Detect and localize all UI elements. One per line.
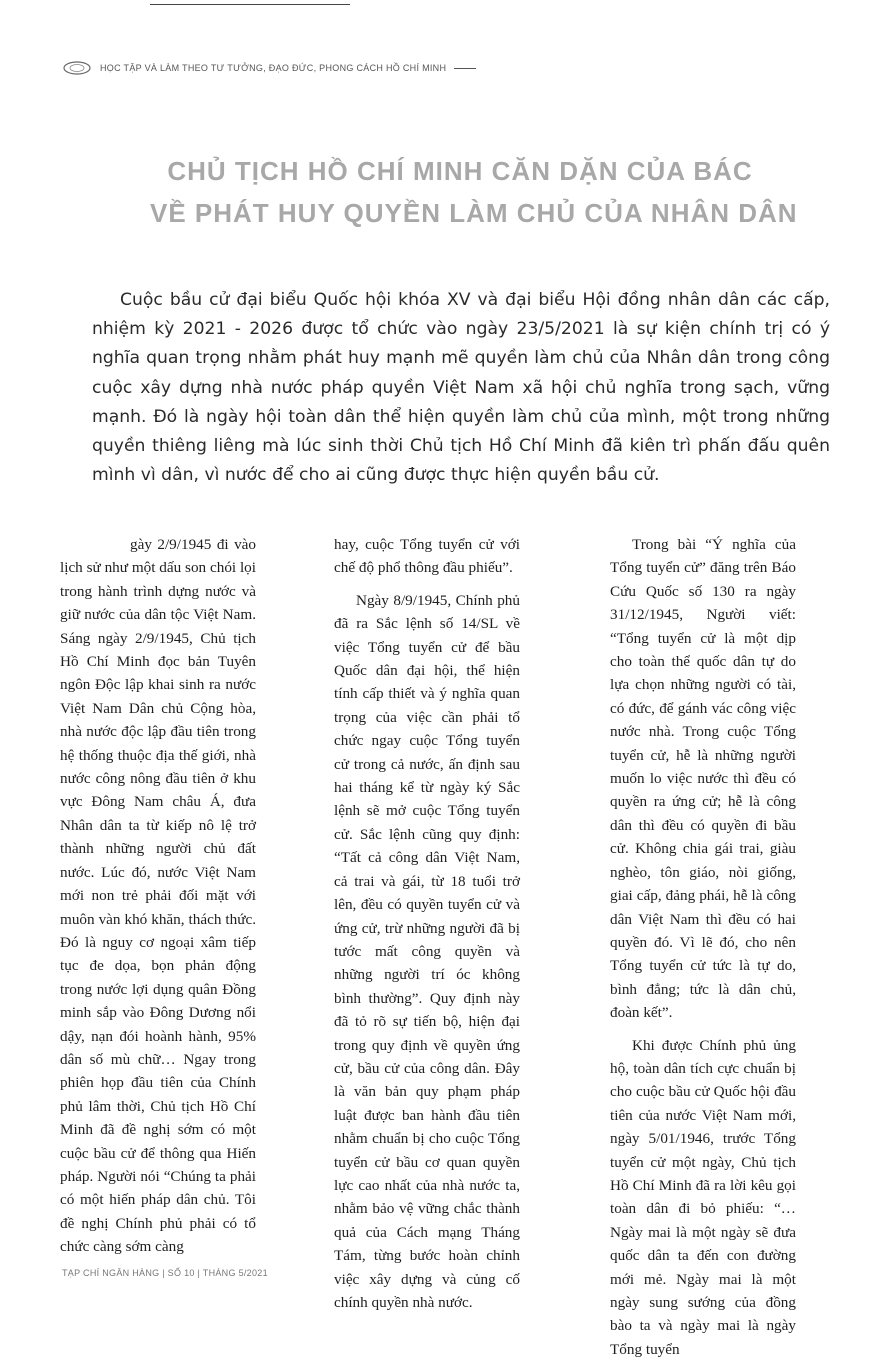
top-rule: [150, 4, 350, 5]
running-head-text: HỌC TẬP VÀ LÀM THEO TƯ TƯỞNG, ĐẠO ĐỨC, PHONG CÁCH HỒ CHÍ MINH: [100, 63, 447, 73]
column-2-paragraph-2: Ngày 8/9/1945, Chính phủ đã ra Sắc lệnh số 14/SL về việc Tổng tuyển cử để bầu Quốc dân đại hội, thể hiện tính cấp thiết và ý nghĩa quan trọng của việc cần phải tổ chức ngay cuộc Tổng tuyển cử trong cả nước, ấn định sau hai tháng kể từ ngày ký Sắc lệnh sẽ mở cuộc Tổng tuyển cử. Sắc lệnh cũng quy định: “Tất cả công dân Việt Nam, cả trai và gái, từ 18 tuổi trở lên, đều có quyền tuyển cử và ứng cử, trừ những người đã bị tước mất công quyền và những người trí óc không bình thường”. Quy định này đã tỏ rõ sự tiến bộ, hiện đại trong quy định về quyền ứng cử, bầu cử của công dân. Đây là văn bản quy phạm pháp luật được ban hành đầu tiên nhằm chuẩn bị cho cuộc Tổng tuyển cử bầu cơ quan quyền lực cao nhất của nhà nước ta, nhằm bảo vệ vững chắc thành quả của Cách mạng Tháng Tám, từng bước hoàn chỉnh việc xây dựng và củng cố chính quyền nhà nước.: [334, 591, 520, 1311]
column-1-paragraph-1: gày 2/9/1945 đi vào lịch sử như một dấu son chói lọi trong hành trình dựng nước và giữ nước của dân tộc Việt Nam. Sáng ngày 2/9/1945, Chủ tịch Hồ Chí Minh đọc bản Tuyên ngôn Độc lập khai sinh ra nước Việt Nam Dân chủ Cộng hòa, nhà nước độc lập đầu tiên trong hệ thống thuộc địa thế giới, nhà nước công nông đầu tiên ở khu vực Đông Nam châu Á, đưa Nhân dân ta từ kiếp nô lệ trở thành những người chủ đất nước. Lúc đó, nước Việt Nam mới non trẻ phải đối mặt với muôn vàn khó khăn, thách thức. Đó là nguy cơ ngoại xâm tiếp tục đe dọa, bọn phản động trong nước lợi dụng quân Đồng minh sắp vào Đông Dương nổi dậy, nạn đói hoành hành, 95% dân số mù chữ… Ngay trong phiên họp đầu tiên của Chính phủ lâm thời, Chủ tịch Hồ Chí Minh đã đề nghị sớm có một cuộc bầu cử để thông qua Hiến pháp. Người nói “Chúng ta phải có một hiến pháp dân chủ. Tôi đề nghị Chính phủ phải có tổ chức càng sớm càng: [60, 536, 256, 1256]
article-lead: [92, 286, 830, 490]
page-footer: TẠP CHÍ NGÂN HÀNG | SỐ 10 | THÁNG 5/2021: [62, 1268, 268, 1278]
column-3-paragraph-1: Trong bài “Ý nghĩa của Tổng tuyển cử” đăng trên Báo Cứu Quốc số 130 ra ngày 31/12/1945, Người viết: “Tổng tuyển cử là một dịp cho toàn thể quốc dân tự do lựa chọn những người có tài, có đức, để gánh vác công việc nước nhà. Trong cuộc Tổng tuyển cử, hễ là những người muốn lo việc nước thì đều có quyền ra ứng cử; hễ là công dân thì đều có quyền đi bầu cử. Không chia gái trai, giàu nghèo, tôn giáo, nòi giống, giai cấp, đảng phái, hễ là công dân Việt Nam thì đều có hai quyền đó. Vì lẽ đó, cho nên Tổng tuyển cử tức là tự do, bình đẳng; tức là dân chủ, đoàn kết”.: [610, 536, 796, 1022]
running-head-dash: [454, 68, 476, 69]
magazine-logo-icon: [62, 60, 92, 76]
column-1: [60, 533, 256, 1268]
article-title: [150, 150, 798, 234]
column-2-paragraph-1: hay, cuộc Tổng tuyển cử với chế độ phổ thông đầu phiếu”.: [334, 536, 520, 577]
lead-paragraph: Cuộc bầu cử đại biểu Quốc hội khóa XV và đại biểu Hội đồng nhân dân các cấp, nhiệm kỳ 2021 - 2026 được tổ chức vào ngày 23/5/2021 là sự kiện chính trị có ý nghĩa quan trọng nhằm phát huy mạnh mẽ quyền làm chủ của Nhân dân trong công cuộc xây dựng nhà nước pháp quyền Việt Nam xã hội chủ nghĩa trong sạch, vững mạnh. Đó là ngày hội toàn dân thể hiện quyền làm chủ của mình, một trong những quyền thiêng liêng mà lúc sinh thời Chủ tịch Hồ Chí Minh đã kiên trì phấn đấu quên mình vì dân, vì nước để cho ai cũng được thực hiện quyền bầu cử.: [92, 290, 830, 486]
running-head: [62, 60, 532, 76]
column-2: [334, 533, 520, 1323]
column-3-paragraph-2: Khi được Chính phủ ủng hộ, toàn dân tích cực chuẩn bị cho cuộc bầu cử Quốc hội đầu tiên của nước Việt Nam mới, ngày 5/01/1946, trước Tổng tuyển cử một ngày, Chủ tịch Hồ Chí Minh đã ra lời kêu gọi toàn dân đi bỏ phiếu: “… Ngày mai là một ngày sẽ đưa quốc dân ta đến con đường mới mẻ. Ngày mai là một ngày sung sướng của đồng bào ta và ngày mai là ngày Tổng tuyển: [610, 1036, 796, 1358]
column-3: [610, 533, 796, 1370]
article-title-line1: CHỦ TỊCH HỒ CHÍ MINH CĂN DẶN CỦA BÁC: [167, 156, 753, 186]
article-title-line2: VỀ PHÁT HUY QUYỀN LÀM CHỦ CỦA NHÂN DÂN: [150, 198, 798, 228]
